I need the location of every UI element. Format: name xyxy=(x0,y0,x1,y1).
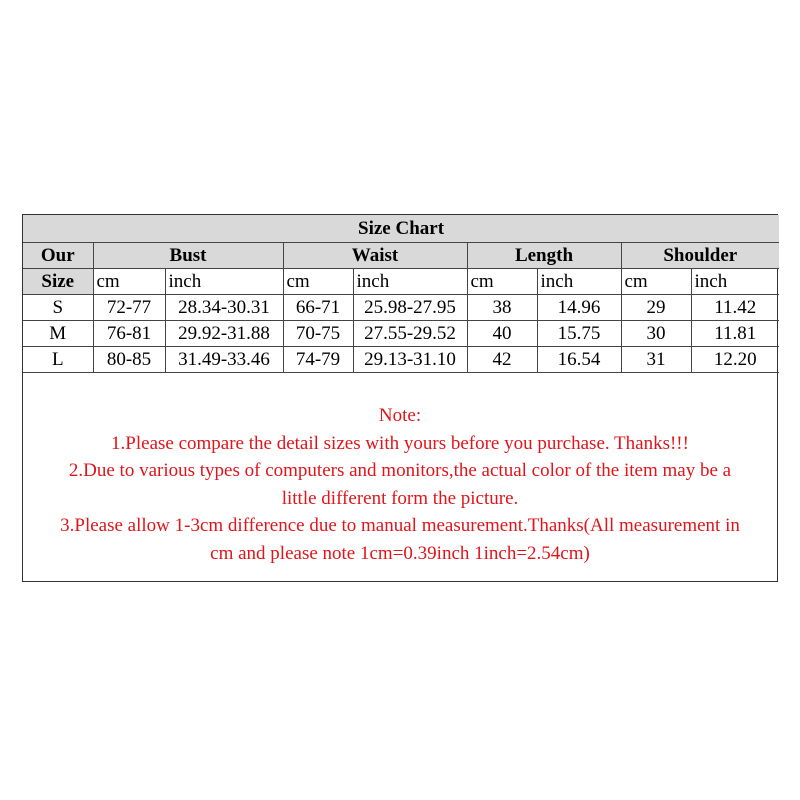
note-heading: Note: xyxy=(378,405,422,426)
bust-cm-cell: 76-81 xyxy=(93,320,165,346)
unit-label: cm xyxy=(467,268,537,294)
size-cell: M xyxy=(23,320,93,346)
waist-inch-cell: 29.13-31.10 xyxy=(353,346,467,372)
shoulder-inch-cell: 11.81 xyxy=(691,320,779,346)
length-cm-cell: 42 xyxy=(467,346,537,372)
unit-label: inch xyxy=(165,268,283,294)
our-size-header-bottom: Size xyxy=(23,268,93,294)
unit-label: inch xyxy=(537,268,621,294)
unit-label: cm xyxy=(93,268,165,294)
waist-inch-cell: 27.55-29.52 xyxy=(353,320,467,346)
title-row xyxy=(23,215,779,242)
size-chart-sheet xyxy=(22,214,778,582)
table-row xyxy=(23,294,779,320)
length-cm-cell: 38 xyxy=(467,294,537,320)
note-line: 2.Due to various types of computers and monitors,the actual color of the item may be a xyxy=(68,460,732,481)
note-line: cm and please note 1cm=0.39inch 1inch=2.54cm) xyxy=(210,542,590,564)
waist-header: Waist xyxy=(283,242,467,268)
shoulder-cm-cell: 29 xyxy=(621,294,691,320)
waist-cm-cell: 70-75 xyxy=(283,320,353,346)
shoulder-inch-cell: 11.42 xyxy=(691,294,779,320)
waist-cm-cell: 74-79 xyxy=(283,346,353,372)
table-row xyxy=(23,346,779,372)
length-cm-cell: 40 xyxy=(467,320,537,346)
note-line: 3.Please allow 1-3cm difference due to manual measurement.Thanks(All measurement in xyxy=(60,515,740,536)
shoulder-inch-cell: 12.20 xyxy=(691,346,779,372)
size-cell: S xyxy=(23,294,93,320)
unit-label: inch xyxy=(353,268,467,294)
unit-label: cm xyxy=(621,268,691,294)
bust-cm-cell: 80-85 xyxy=(93,346,165,372)
bust-inch-cell: 31.49-33.46 xyxy=(165,346,283,372)
waist-cm-cell: 66-71 xyxy=(283,294,353,320)
waist-inch-cell: 25.98-27.95 xyxy=(353,294,467,320)
size-cell: L xyxy=(23,346,93,372)
bust-inch-cell: 29.92-31.88 xyxy=(165,320,283,346)
bust-inch-cell: 28.34-30.31 xyxy=(165,294,283,320)
size-chart-table xyxy=(23,215,779,373)
shoulder-header: Shoulder xyxy=(621,242,779,268)
bust-cm-cell: 72-77 xyxy=(93,294,165,320)
unit-header-row xyxy=(23,268,779,294)
length-inch-cell: 14.96 xyxy=(537,294,621,320)
note-block xyxy=(23,402,777,567)
shoulder-cm-cell: 31 xyxy=(621,346,691,372)
length-inch-cell: 15.75 xyxy=(537,320,621,346)
shoulder-cm-cell: 30 xyxy=(621,320,691,346)
table-row xyxy=(23,320,779,346)
note-line: little different form the picture. xyxy=(281,487,519,509)
table-title: Size Chart xyxy=(23,215,779,242)
unit-label: cm xyxy=(283,268,353,294)
length-header: Length xyxy=(467,242,621,268)
length-inch-cell: 16.54 xyxy=(537,346,621,372)
bust-header: Bust xyxy=(93,242,283,268)
our-size-header-top: Our xyxy=(23,242,93,268)
group-header-row xyxy=(23,242,779,268)
note-line: 1.Please compare the detail sizes with yours before you purchase. Thanks!!! xyxy=(111,432,689,454)
unit-label: inch xyxy=(691,268,779,294)
